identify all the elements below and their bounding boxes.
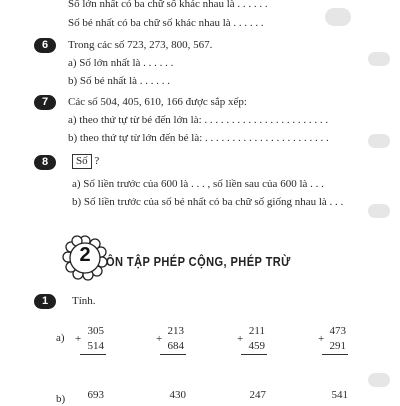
exercise-7-b: b) theo thứ tự từ lớn đến bé là: . . . . . . . . . . . . . . . . . . . . . . . bbox=[68, 132, 329, 144]
row-a-4-op: + bbox=[318, 333, 325, 345]
exercise-1-instruction: Tính. bbox=[72, 295, 96, 307]
top-line-2: Số bé nhất có ba chữ số khác nhau là . . . . . . bbox=[68, 17, 264, 29]
exercise-6-b: b) Số bé nhất là . . . . . . bbox=[68, 75, 171, 87]
exercise-8-a: a) Số liền trước của 600 là . . . , số liền sau của 600 là . . . bbox=[72, 178, 324, 190]
ghost-mark bbox=[368, 204, 390, 218]
exercise-6-question: Trong các số 723, 273, 800, 567. bbox=[68, 39, 213, 51]
row-a-3-op: + bbox=[237, 333, 244, 345]
row-a-4-rule bbox=[322, 354, 348, 355]
ghost-mark bbox=[368, 134, 390, 148]
row-a-1-top: 305 bbox=[87, 325, 104, 337]
question-mark: ? bbox=[94, 155, 100, 167]
row-a-4-top: 473 bbox=[329, 325, 346, 337]
ghost-mark bbox=[325, 8, 351, 26]
ghost-mark bbox=[368, 52, 390, 66]
exercise-8-badge: 8 bbox=[34, 155, 56, 170]
exercise-7-a: a) theo thứ tự từ bé đến lớn là: . . . . . . . . . . . . . . . . . . . . . . . bbox=[68, 114, 329, 126]
row-a-2-op: + bbox=[156, 333, 163, 345]
row-a-3-top: 211 bbox=[248, 325, 265, 337]
exercise-7-badge: 7 bbox=[34, 95, 56, 110]
exercise-6-a: a) Số lớn nhất là . . . . . . bbox=[68, 57, 174, 69]
row-b-4-top: 541 bbox=[331, 389, 348, 401]
exercise-8-b: b) Số liền trước của số bé nhất có ba chữ số giống nhau là . . . bbox=[72, 196, 344, 208]
row-b-2-top: 430 bbox=[169, 389, 186, 401]
exercise-8-prompt bbox=[72, 154, 99, 169]
section-number: 2 bbox=[79, 244, 91, 266]
row-a-3-rule bbox=[241, 354, 267, 355]
row-b-1-top: 693 bbox=[87, 389, 104, 401]
ghost-mark bbox=[368, 373, 390, 387]
row-a-label: a) bbox=[56, 332, 65, 344]
exercise-1-badge: 1 bbox=[34, 294, 56, 309]
boxed-so-label: Số bbox=[72, 154, 92, 169]
row-a-1-rule bbox=[80, 354, 106, 355]
row-a-1-op: + bbox=[75, 333, 82, 345]
row-b-label: b) bbox=[56, 393, 66, 405]
row-b-3-top: 247 bbox=[249, 389, 266, 401]
exercise-6-badge: 6 bbox=[34, 38, 56, 53]
top-line-1: Số lớn nhất có ba chữ số khác nhau là . . . . . . bbox=[68, 0, 268, 10]
row-a-1-bottom: 514 bbox=[87, 340, 104, 352]
row-a-2-top: 213 bbox=[167, 325, 184, 337]
row-a-4-bottom: 291 bbox=[329, 340, 346, 352]
section-title: ÔN TẬP PHÉP CỘNG, PHÉP TRỪ bbox=[106, 254, 291, 269]
row-a-2-rule bbox=[160, 354, 186, 355]
exercise-7-question: Các số 504, 405, 610, 166 được sắp xếp: bbox=[68, 96, 247, 108]
row-a-3-bottom: 459 bbox=[248, 340, 265, 352]
row-a-2-bottom: 684 bbox=[167, 340, 184, 352]
